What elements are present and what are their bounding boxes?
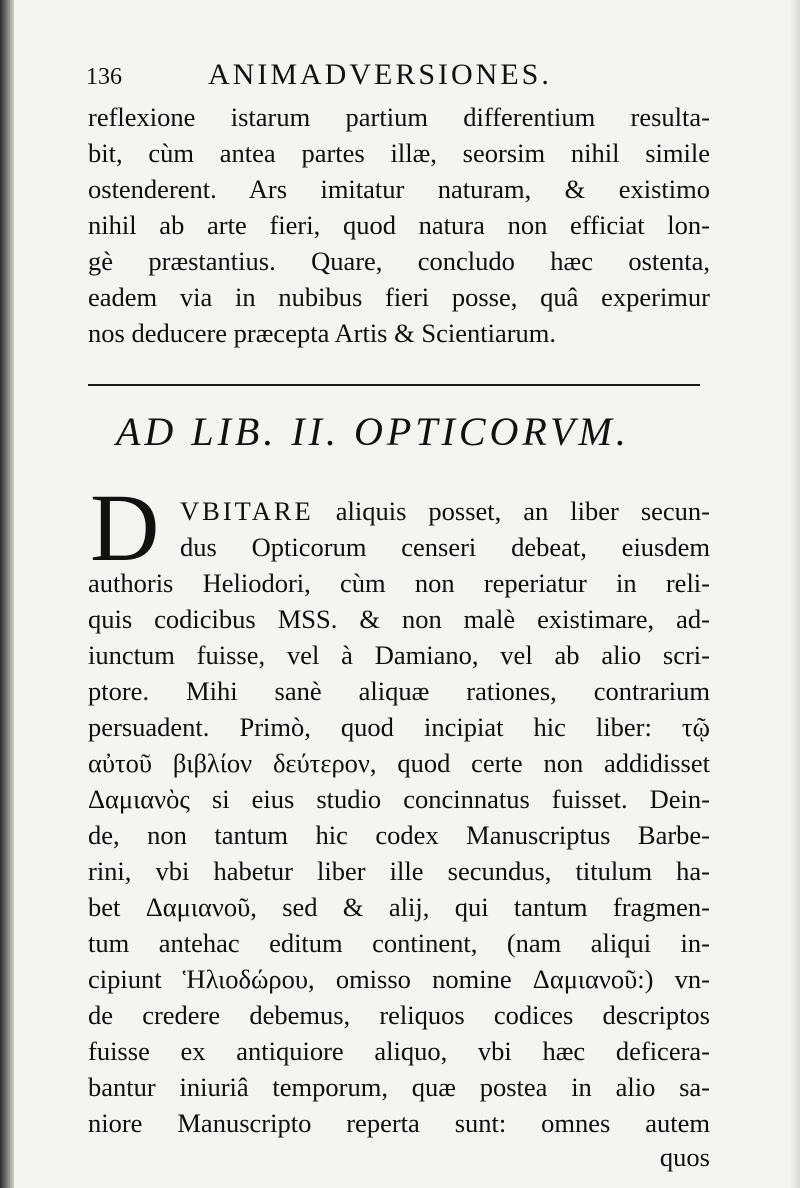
text-line: gè præstantius. Quare, concludo hæc ostenta,: [88, 246, 710, 276]
page-header: [86, 56, 716, 96]
text-line: de, non tantum hic codex Manuscriptus Barbe-: [88, 820, 710, 850]
text-line: iunctum fuisse, vel à Damiano, vel ab alio scri-: [88, 640, 710, 670]
page-gutter-shadow: [0, 0, 14, 1188]
text-line: [180, 494, 710, 528]
text-line: ptore. Mihi sanè aliquæ rationes, contrarium: [88, 676, 710, 706]
text-line: niore Manuscripto reperta sunt: omnes autem: [88, 1108, 710, 1138]
drop-capital: D: [90, 474, 160, 581]
text-line: rini, vbi habetur liber ille secundus, titulum ha-: [88, 856, 710, 886]
text-line: de credere debemus, reliquos codices descriptos: [88, 1000, 710, 1030]
text-line: αὐτοῦ βιβλίον δεύτερον, quod certe non addidisset: [88, 748, 710, 778]
text-line: eadem via in nubibus fieri posse, quâ experimur: [88, 282, 710, 312]
text-line: reflexione istarum partium differentium resulta-: [88, 102, 710, 132]
section-heading: AD LIB. II. OPTICORVM.: [116, 409, 630, 454]
page-edge: [790, 0, 800, 1188]
text-line: bantur iniuriâ temporum, quæ postea in alio sa-: [88, 1072, 710, 1102]
text-line: bet Δαμιανοῦ, sed & alij, qui tantum fragmen-: [88, 892, 710, 922]
text-line: fuisse ex antiquiore aliquo, vbi hæc deficera-: [88, 1036, 710, 1066]
text-line: nihil ab arte fieri, quod natura non efficiat lon-: [88, 210, 710, 240]
text-line: quis codicibus MSS. & non malè existimare, ad-: [88, 604, 710, 634]
running-head: ANIMADVERSIONES.: [208, 58, 552, 91]
text-line: cipiunt Ἡλιοδώρου, omisso nomine Δαμιανοῦ:) vn-: [88, 964, 710, 994]
text-line: dus Opticorum censeri debeat, eiusdem: [180, 532, 710, 562]
catchword: quos: [659, 1142, 710, 1172]
text-line: ostenderent. Ars imitatur naturam, & existimo: [88, 174, 710, 204]
section-rule: [88, 384, 700, 386]
text-line: bit, cùm antea partes illæ, seorsim nihil simile: [88, 138, 710, 168]
opening-line-rest: aliquis posset, an liber secun-: [335, 496, 711, 526]
text-line: Δαμιανὸς si eius studio concinnatus fuisset. Dein-: [88, 784, 710, 814]
opening-word: VBITARE: [180, 496, 314, 526]
text-line: authoris Heliodori, cùm non reperiatur in reli-: [88, 568, 710, 598]
text-line: nos deducere præcepta Artis & Scientiarum.: [88, 318, 557, 348]
text-line: tum antehac editum continent, (nam aliqui in-: [88, 928, 710, 958]
text-line: persuadent. Primò, quod incipiat hic liber: τῷ: [88, 712, 710, 742]
page-number: 136: [86, 64, 122, 90]
